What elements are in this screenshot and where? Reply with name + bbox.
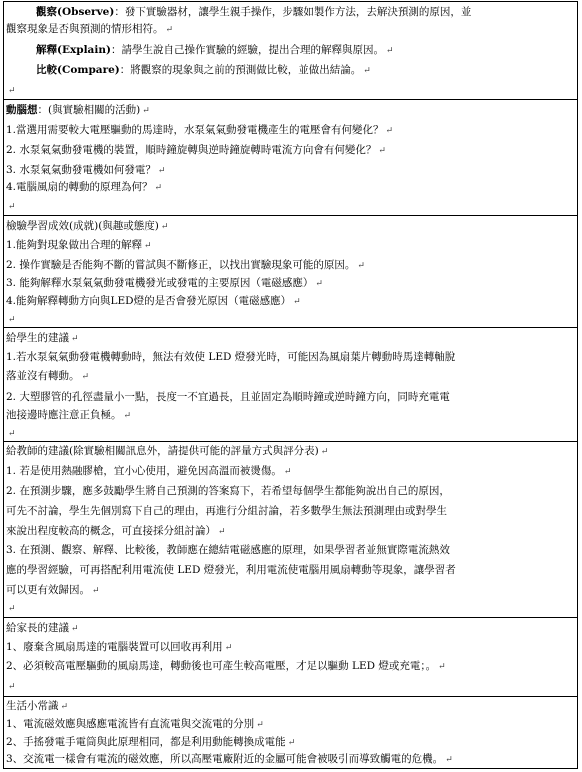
text-line: 1.若水泵氣氣動發電機轉動時，無法有效使 LED 燈發光時，可能因為風扇葉片轉動時馬達轉軸脫 bbox=[6, 351, 456, 363]
empty-line: ↵ bbox=[8, 86, 16, 96]
section-divider bbox=[4, 99, 578, 100]
section-title: 生活小常識 ↵ bbox=[6, 700, 69, 712]
paragraph-mark: ↵ bbox=[165, 25, 174, 35]
empty-line: ↵ bbox=[8, 682, 16, 692]
empty-line: ↵ bbox=[8, 429, 16, 439]
list-item: 4.電腦風扇的轉動的原理為何？ ↵ bbox=[6, 181, 163, 193]
section-title: 檢驗學習成效(成就)(與趣或態度) ↵ bbox=[6, 220, 169, 232]
explain-label: 解釋(Explain) bbox=[36, 44, 111, 56]
explain-text: ：請學生說自己操作實驗的經驗，提出合理的解釋與原因。 bbox=[110, 44, 384, 56]
list-item: 1.當選用需要較大電壓驅動的馬達時，水泵氣氣動發電機產生的電壓會有何變化？ ↵ bbox=[6, 124, 394, 136]
text-line: 可以更有效歸因。 ↵ bbox=[6, 584, 100, 596]
section-divider bbox=[4, 617, 578, 618]
list-item: 2. 水泵氣氣動發電機的裝置，順時鐘旋轉與逆時鐘旋轉時電流方向會有何變化？ ↵ bbox=[6, 144, 386, 156]
empty-line: ↵ bbox=[8, 202, 16, 212]
list-item: 3. 水泵氣氣動發電機如何發電？ ↵ bbox=[6, 164, 166, 176]
section-title: 給學生的建議 ↵ bbox=[6, 332, 79, 344]
list-item: 1.能夠對現象做出合理的解釋 ↵ bbox=[6, 239, 152, 251]
text-line: 2. 在預測步驟，應多鼓勵學生將自己預測的答案寫下，若希望每個學生都能夠說出自己的原因， bbox=[6, 485, 450, 497]
list-item: 4.能夠解釋轉動方向與LED燈的是否會發光原因（電磁感應） ↵ bbox=[6, 295, 301, 307]
section-title: 動腦想：(與實驗相關的活動) ↵ bbox=[6, 104, 150, 116]
section-title: 給家長的建議 ↵ bbox=[6, 622, 79, 634]
empty-line: ↵ bbox=[8, 604, 16, 614]
section-divider bbox=[4, 696, 578, 697]
text-line: 1、電流磁效應與感應電流皆有直流電與交流電的分別 ↵ bbox=[6, 718, 264, 730]
text-line: 2. 大塑膠管的孔徑盡量小一點，長度一不宜過長，且並固定為順時鐘或逆時鐘方向，同時充電電 bbox=[6, 391, 450, 403]
text-line: 可先不討論，學生先個別寫下自己的理由，再進行分組討論，若多數學生無法預測理由或對學生 bbox=[6, 505, 447, 517]
text-line: 2、必須較高電壓驅動的風扇馬達，轉動後也可產生較高電壓，才足以驅動 LED 燈或充電；。 ↵ bbox=[6, 660, 446, 672]
text-line: 3. 在預測、觀察、解釋、比較後，教師應在總結電磁感應的原理，如果學習者並無實際電流熱效 bbox=[6, 544, 450, 556]
section-title: 給教師的建議(除實驗相關訊息外，請提供可能的評量方式與評分表) ↵ bbox=[6, 445, 329, 457]
list-item: 2. 操作實驗是否能夠不斷的嘗試與不斷修正，以找出實驗現象可能的原因。 ↵ bbox=[6, 259, 365, 271]
text-line: 1、廢棄含風扇馬達的電腦裝置可以回收再利用 ↵ bbox=[6, 641, 233, 653]
compare-line bbox=[36, 64, 574, 78]
think-title: 動腦想 bbox=[6, 104, 38, 116]
observe-text-2: 觀察現象是否與預測的情形相符。 bbox=[6, 23, 164, 35]
empty-line: ↵ bbox=[8, 315, 16, 325]
observe-line-2 bbox=[6, 23, 574, 37]
compare-text: ：將觀察的現象與之前的預測做比較，並做出結論。 bbox=[119, 64, 362, 76]
text-line: 應的學習經驗，可再搭配利用電流使 LED 燈發光，利用電流使電腦用風扇轉動等現象，讓學習者 bbox=[6, 564, 456, 576]
think-title-rest: ：(與實驗相關的活動) bbox=[37, 104, 141, 116]
observe-text: ：發下實驗器材，讓學生親手操作，步驟如製作方法，去解決預測的原因，並 bbox=[114, 6, 472, 18]
text-line: 2、手搖發電手電筒與此原理相同，都是利用動能轉換成電能 ↵ bbox=[6, 736, 296, 748]
text-line: 1. 若是使用熱融膠槍，宜小心使用，避免因高溫而被燙傷。 ↵ bbox=[6, 465, 292, 477]
observe-line bbox=[36, 6, 574, 19]
text-line: 來說出程度較高的概念，可直接採分組討論） ↵ bbox=[6, 525, 226, 537]
section-divider bbox=[4, 215, 578, 216]
section-divider bbox=[4, 327, 578, 328]
paragraph-mark: ↵ bbox=[363, 66, 371, 76]
compare-label: 比較(Compare) bbox=[36, 64, 120, 76]
text-line: 落並沒有轉動。 ↵ bbox=[6, 370, 90, 382]
explain-line bbox=[36, 44, 574, 58]
observe-label: 觀察(Observe) bbox=[36, 6, 115, 18]
list-item: 3. 能夠解釋水泵氣氣動發電機發光或發電的主要原因（電磁感應） ↵ bbox=[6, 277, 323, 289]
text-line: 3、交流電一樣會有電流的磁效應，所以高壓電廠附近的金屬可能會被吸引而導致觸電的危機。 ↵ bbox=[6, 753, 453, 765]
section-divider bbox=[4, 441, 578, 442]
text-line: 池接邊時應注意正負極。 ↵ bbox=[6, 409, 132, 421]
paragraph-mark: ↵ bbox=[385, 46, 394, 56]
